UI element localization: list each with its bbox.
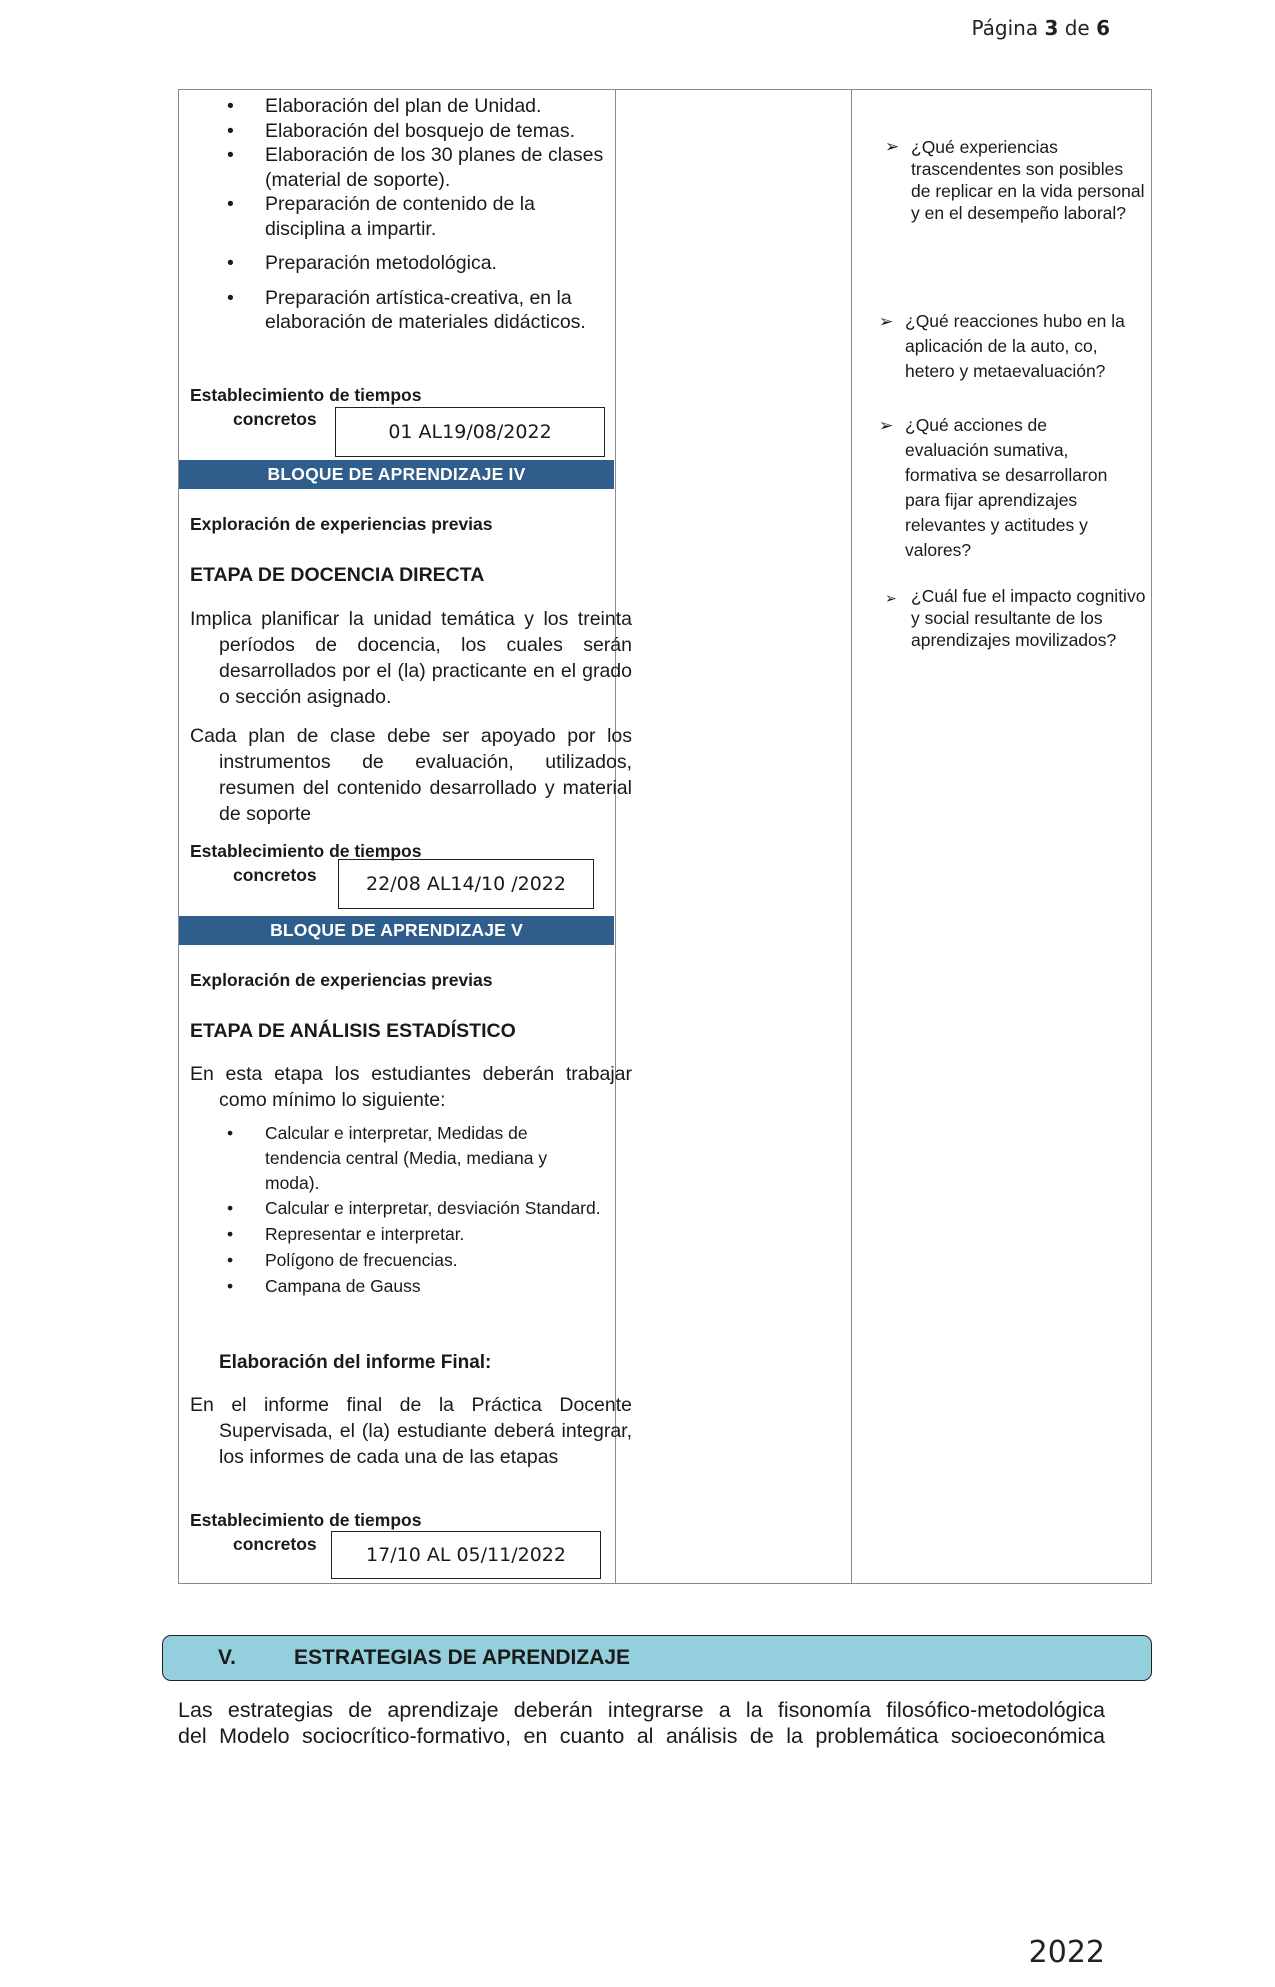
question-item (879, 413, 1135, 563)
bloque-v-header: BLOQUE DE APRENDIZAJE V (179, 916, 614, 945)
footer-year: 2022 (1028, 1935, 1105, 1970)
time-box-2: 22/08 AL14/10 /2022 (338, 859, 594, 909)
etapa-docencia-title: ETAPA DE DOCENCIA DIRECTA (190, 564, 485, 586)
exploracion-label: Exploración de experiencias previas (190, 970, 493, 990)
page-sep: de (1064, 16, 1090, 40)
time-label-sub: concretos (233, 409, 317, 429)
list-item: • Preparación de contenido de la disciplina a impartir. (179, 192, 616, 241)
analisis-paragraph: En esta etapa los estudiantes deberán trabajar como mínimo lo siguiente: (190, 1063, 632, 1111)
list-item: • Representar e interpretar. (179, 1222, 616, 1247)
time-label: Establecimiento de tiempos (190, 385, 422, 405)
page-number (971, 16, 1110, 40)
list-item: • Preparación metodológica. (179, 251, 616, 276)
question-text: ¿Cuál fue el impacto cognitivo y social resultante de los aprendizajes movilizados? (911, 586, 1146, 650)
informe-paragraph: En el informe final de la Práctica Docente Supervisada, el (la) estudiante deberá integrar, los informes de cada una de las etapas (190, 1394, 632, 1468)
question-text: ¿Qué experiencias trascendentes son posibles de replicar en la vida personal y en el desempeño laboral? (911, 137, 1145, 223)
question-text: ¿Qué acciones de evaluación sumativa, formativa se desarrollaron para fijar aprendizajes relevantes y actitudes y valores? (905, 415, 1108, 560)
arrow-bullet-icon: ➢ (879, 416, 894, 435)
time-box-3: 17/10 AL 05/11/2022 (331, 1531, 601, 1579)
time-box-1: 01 AL19/08/2022 (335, 407, 605, 457)
list-item: • Elaboración del plan de Unidad. (179, 94, 616, 119)
list-item: • Calcular e interpretar, Medidas de tendencia central (Media, mediana y moda). (179, 1121, 616, 1196)
intro-line: Las estrategias de aprendizaje deberán integrarse a la fisonomía filosófico-metodológica (178, 1698, 1105, 1722)
time-label: Establecimiento de tiempos (190, 841, 422, 861)
question-item (885, 585, 1146, 651)
list-item: • Polígono de frecuencias. (179, 1248, 616, 1273)
section-header (162, 1635, 1152, 1681)
time-label-sub: concretos (233, 1534, 317, 1554)
arrow-bullet-icon: ➢ (885, 590, 897, 606)
docencia-paragraph-2: Cada plan de clase debe ser apoyado por los instrumentos de evaluación, utilizados, resumen del contenido desarrollado y material de soporte (190, 725, 632, 825)
question-item (885, 136, 1146, 224)
bloque-iv-header: BLOQUE DE APRENDIZAJE IV (179, 460, 614, 489)
time-label-sub: concretos (233, 865, 317, 885)
analisis-list (179, 1121, 616, 1299)
exploracion-label: Exploración de experiencias previas (190, 514, 493, 534)
intro-line: del Modelo sociocrítico-formativo, en cuanto al análisis de la problemática socioeconómica (178, 1724, 1105, 1748)
column-divider-2 (851, 90, 852, 1583)
list-item: • Calcular e interpretar, desviación Standard. (179, 1196, 616, 1221)
arrow-bullet-icon: ➢ (885, 137, 900, 156)
section-intro (178, 1697, 1105, 1749)
page-current: 3 (1044, 16, 1059, 40)
preparation-list (179, 94, 616, 335)
time-label: Establecimiento de tiempos (190, 1510, 422, 1530)
activities-table (178, 89, 1152, 1584)
page-total: 6 (1096, 16, 1110, 40)
list-item: • Campana de Gauss (179, 1274, 616, 1299)
question-item (879, 309, 1145, 384)
section-title: ESTRATEGIAS DE APRENDIZAJE (294, 1646, 631, 1669)
docencia-paragraph-1: Implica planificar la unidad temática y los treinta períodos de docencia, los cuales serán desarrollados por el (la) practicante en el grado o sección asignado. (190, 608, 632, 708)
question-text: ¿Qué reacciones hubo en la aplicación de la auto, co, hetero y metaevaluación? (905, 311, 1125, 381)
list-item: • Elaboración del bosquejo de temas. (179, 119, 616, 144)
page-label: Página (971, 16, 1039, 40)
etapa-analisis-title: ETAPA DE ANÁLISIS ESTADÍSTICO (190, 1020, 516, 1042)
list-item: • Elaboración de los 30 planes de clases (material de soporte). (179, 143, 616, 192)
section-number: V. (218, 1646, 236, 1669)
list-item: • Preparación artística-creativa, en la elaboración de materiales didácticos. (179, 286, 616, 335)
arrow-bullet-icon: ➢ (879, 312, 894, 331)
informe-title: Elaboración del informe Final: (219, 1352, 492, 1373)
